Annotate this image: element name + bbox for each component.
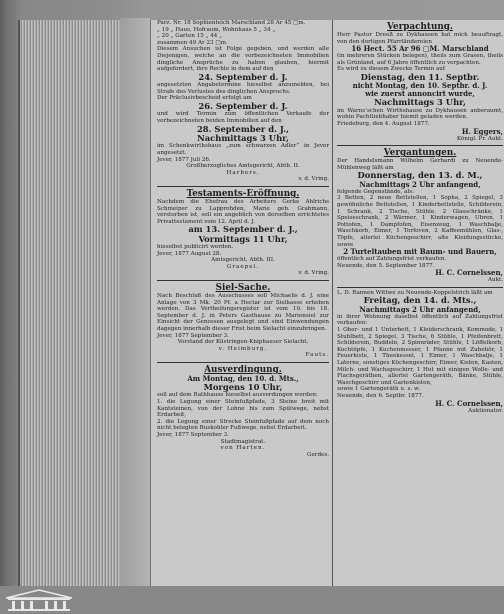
notice-date: 24. September d. J.	[198, 71, 288, 82]
signature: H. C. Cornelssen,	[435, 398, 503, 408]
section-heading: Testaments-Eröffnung.	[186, 188, 300, 199]
left-column	[157, 20, 329, 458]
notice-text: folgende Gegenstände, als:	[337, 188, 415, 195]
notice-date: wie zuerst annoncirt wurde,	[365, 89, 475, 99]
section-heading: Ausverdingung.	[204, 365, 282, 375]
section-rule	[157, 186, 329, 187]
property-table: Parz. Nr. 18 Sophienteich Marschland 28 Ar 45 □m. „ 19 „ Haus, Hofraum, Wohnhaus 5 „ 34 „ „ 20 „ Garten 15 „ 44 „ zusammen 49 Ar 23 □m.	[157, 20, 306, 46]
dateline: Jever, 1877 August 28.	[157, 250, 222, 257]
signature: Auktionator.	[468, 407, 503, 414]
notice-text: im Schenkwirthshaus „zum schwarzen Adler“ in Jever angesetzt.	[157, 143, 329, 156]
notice-text: angesetzten Angabetermine hieselbst anzumelden, bei Strafe des Verlustes des dinglichen Anspruchs. Der Präclusivbescheid erfolgt am	[157, 82, 329, 102]
board-name: Stadtmagistrat.	[220, 438, 266, 445]
section-heading: Siel-Sache.	[215, 283, 271, 294]
notice-date: Dienstag, den 11. Septbr.	[360, 71, 480, 82]
book-page-edges	[18, 20, 130, 586]
signature: v. Heimburg.	[218, 345, 268, 352]
notice-text: im Warns’schen Wirthshause zu Dykhausen anberaumt, wohin Pachtliebhaber hiemit geladen werden.	[337, 107, 503, 121]
signature: H. C. Cornelssen,	[435, 268, 503, 278]
notice-time: Nachmittags 3 Uhr,	[197, 132, 289, 143]
dateline: Jever, 1877 September 3.	[157, 332, 229, 339]
notice-text: hieselbst publicirt werden.	[157, 244, 234, 251]
right-column	[337, 20, 503, 414]
signature: v. d. Vring.	[298, 176, 329, 183]
notice-text: Diesem Ansuchen ist Folge gegeben, und werden alle Diejenigen, welche an die vorbezeichneten Immobilien dingliche Ansprüche zu haben glauben, hiermit aufgefordert, ihre Rechte in dem auf den	[157, 46, 329, 73]
notice-item: 2 Turteltauben mit Baum- und Bauern,	[343, 247, 497, 257]
section-heading: Vergantungen.	[383, 148, 457, 159]
signature: Aukt.	[487, 277, 503, 284]
notice-text: soll auf dem Rathhause hieselbst ausverdungen werden: 1. die Legung einer Steinfußpfade, 3 Steine breit mit Kantsteinen, von der Lohne bis zum Spülwege, nebst Erdarbeit, 2. die Legung einer Strecke Steinfußpfade auf dem noch nicht belegten Buskohler Fußwege, nebst Erdarbeit.	[157, 392, 329, 432]
column-divider	[332, 20, 333, 586]
dateline: Jever, 1877 Juli 26.	[157, 156, 211, 163]
notice-date: Freitag, den 14. d. Mts.,	[363, 295, 477, 306]
notice-text: Herr Pastor Dreeß zu Dykhausen hat mich beauftragt, von den dortigen Pfarrländereien	[337, 32, 503, 45]
section-rule	[157, 280, 329, 281]
notice-date: nicht Montag, den 10. Septbr. d. J.	[352, 81, 488, 91]
item-list: 3 Betten, 2 neue Bettstellen, 1 Sopha, 2 Spiegel, 3 gewöhnliche Bettstellen, 1 Kinderbettstelle, Schilderein, 1 Schrank, 2 Tische, Stühle, 2 Glasschränke, 1 Speiseschrank, 2 Wärmer, 1 Kinderwagen, Uhren, 1 Pottofen, 1 Dampfofen, Eisenzeug, 1 Waschbalje, Waschkorb, Eimer, 1 Torfoven, 2 Kaffeemühlen, Glas-, Töpfe, allerlei Küchengeschirr, alte Kleidungsstücke, sowie	[337, 195, 503, 248]
notice-date: Donnerstag, den 13. d. M.,	[357, 170, 483, 181]
signature: Graepel.	[226, 263, 260, 270]
notice-time: Vormittags 11 Uhr,	[198, 233, 288, 244]
notice-text: und wird Termin zum öffentlichen Verkaufe der vorbezeichneten beiden Immobilien auf den	[157, 111, 329, 124]
signature: Gerdes.	[307, 451, 329, 458]
section-rule	[157, 362, 329, 363]
newspaper-page	[150, 20, 504, 586]
book-gutter	[120, 18, 150, 588]
item-list: 1 Ober- und 1 Unterbett, 1 Kleiderschrank, Kommode, 1 Stuhlbett, 2 Spiegel, 3 Tische, 6 Stühle, 1 Pfeifenbrett, Schilderein, Buddeln, 2 Spinnräder, Stühle, 1 Löffelkorb, Kochtöpfe, 1 Kuchenmesser, 1 Pfanne mit Zubehör, 1 Feuerkiste, 1 Theekessel, 1 Eimer, 1 Waschbalje, 1 Laterne, sonstiges Küchengeschirr, Eimer, Kisten, Kasten, Milch- und Wachsgeschirr, 1 Hut mit einigen Wolle- und Flachsgeräthen, allerlei Gartengeräth, Bänke, Stühle, Waschgeschirr und Gartenkisten, sowie 1 Gartengeräth u. s. w.	[337, 327, 503, 393]
signature: Fauts.	[305, 352, 329, 359]
notice-text: L. D. Rannen Wittwe zu Neuende-Koppelstrich läßt am	[337, 289, 493, 296]
notice-time: Nachmittags 3 Uhr,	[374, 97, 466, 108]
signature: v. d. Vring.	[298, 270, 329, 277]
court-name: Großherzogliches Amtsgericht, Abth. II.	[186, 163, 300, 170]
signature: Harbers.	[226, 169, 260, 176]
notice-time: Nachmittags 2 Uhr anfangend,	[359, 179, 481, 189]
notice-time: Nachmittags 2 Uhr anfangend,	[359, 304, 481, 314]
signature: von Harten.	[220, 445, 266, 452]
notice-text: in ihrer Wohnung daselbst öffentlich auf Zahlungsfrist verkaufen:	[337, 313, 503, 327]
court-name: Amtsgericht, Abth. III.	[211, 257, 275, 264]
notice-text: öffentlich auf Zahlungsfrist verkaufen.	[337, 256, 447, 263]
notice-text: Der Handelsmann Wilhelm Gerhardi zu Neuende-Mühlenweg läßt am	[337, 158, 503, 171]
signature: Königl. Pr. Aukt.	[456, 135, 503, 142]
section-rule	[337, 145, 503, 146]
notice-date: Am Montag, den 10. d. Mts.,	[187, 374, 299, 383]
dateline: Jever, 1877 September 3.	[157, 431, 229, 438]
dateline: Neuende, den 6. Septbr. 1877.	[337, 393, 424, 399]
notice-text: (in mehreren Stücken belegen), theils zum Grasen, theils als Grünland, auf 6 Jahre öffentlich zu verpachten. Es wird zu diesem Zwecke Termin auf	[337, 53, 503, 73]
dateline: Friedeburg, den 4. August 1877.	[337, 120, 430, 127]
notice-text: Nachdem die Ehefrau des Arbeiters Gerke Ahlrichs Schmeiper zu Lapprohden, Marie geb. Grabmann, verstorben ist, soll ein angeblich von derselben errichtetes Privattestament vom 12. April d. J.	[157, 198, 329, 225]
section-heading: Verpachtung.	[387, 22, 453, 32]
footer-bar	[0, 586, 504, 614]
notice-size: 16 Hect. 55 Ar 96 □M. Marschland	[351, 44, 489, 54]
notice-text: Nach Beschluß des Ausschusses soll Michaelis d. J. eine Anlage von 3 Mk. 20 Pf. a Hectar zur Sielkasse erhoben werden. Das Vertheilungsregister ist vom 10. bis 18. September d. J. in Peters Gasthause zu Mariensiel zur Einsicht der Genossen ausgelegt und sind Einwendungen dagegen innerhalb dieser Frist beim Sielacht einzubringen.	[157, 293, 329, 333]
library-logo-icon	[4, 588, 74, 612]
signature: H. Eggers,	[461, 126, 503, 136]
notice-date: 28. September d. J.,	[196, 123, 290, 134]
dateline: Neuende, den 5. September 1877.	[337, 262, 435, 269]
section-rule	[337, 287, 503, 288]
notice-time: Morgens 10 Uhr,	[203, 382, 283, 392]
notice-date: 26. September d. J.	[198, 100, 288, 111]
notice-date: am 13. September d. J.,	[188, 224, 298, 235]
board-name: Vorstand der Küstringen-Kniphauser Sielacht.	[177, 339, 309, 346]
